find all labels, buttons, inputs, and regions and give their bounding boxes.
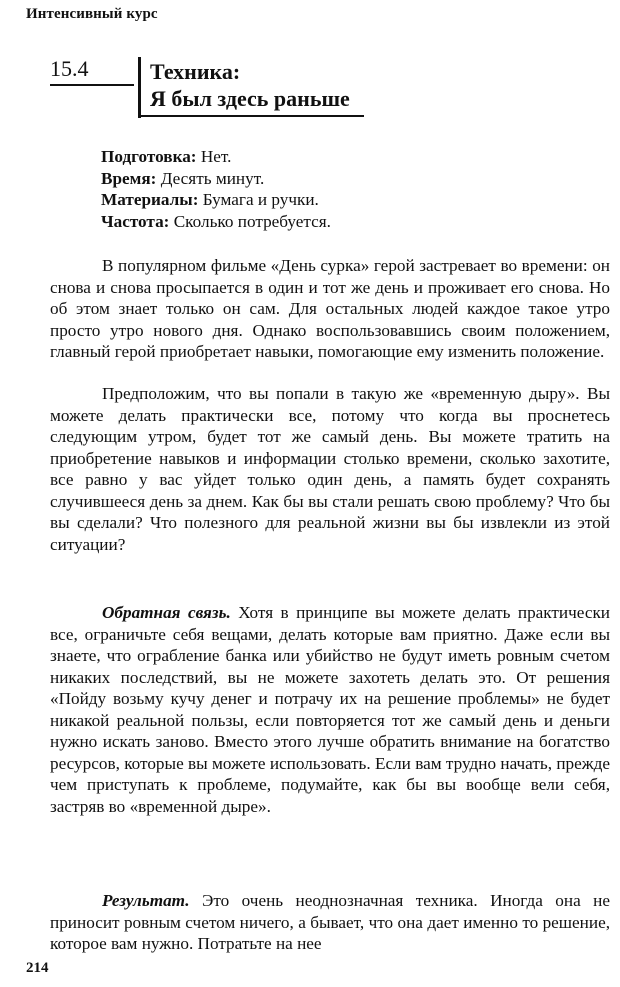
section-number-rule — [50, 84, 134, 86]
meta-preparation-value: Нет. — [196, 147, 232, 166]
result-text: Это очень неоднозначная техника. Иногда она не приносит ровным счетом ничего, а бывает, что она дает именно то решение, которое вам нужно. Потратьте на нее — [50, 891, 610, 953]
section-title-line-2: Я был здесь раньше — [150, 86, 350, 111]
meta-materials-label: Материалы: — [101, 190, 199, 209]
meta-frequency — [101, 211, 331, 233]
meta-time-label: Время: — [101, 168, 157, 188]
page-number: 214 — [26, 960, 49, 976]
paragraph-result — [50, 890, 610, 955]
technique-meta — [101, 146, 331, 232]
meta-preparation-label: Подготовка: — [101, 147, 197, 166]
meta-time-value: Десять минут. — [156, 168, 265, 188]
section-number: 15.4 — [50, 56, 89, 81]
feedback-lead: Обратная связь. — [102, 603, 231, 622]
feedback-text: Хотя в принципе вы можете делать практически все, ограничьте себя вещами, делать которые вам приятно. Даже если вы знаете, что ограбление банка или убийство не будут иметь ровным счетом никаких последствий, вы не можете захотеть делать это. От решения «Пойду возьму кучу денег и потрачу их на решение проблемы» не будет никакой реальной пользы, если повторяется тот же самый день и деньги нужно искать заново. Вместо этого лучше обратить внимание на богатство ресурсов, которые вы можете использовать. Если вам трудно начать, прежде чем приступать к проблеме, подумайте, как бы вы вообще вели себя, застряв во «временной дыре». — [50, 603, 611, 816]
meta-materials-value: Бумага и ручки. — [198, 190, 319, 209]
title-bottom-rule — [138, 115, 364, 117]
title-vertical-rule — [138, 57, 141, 118]
section-title — [150, 58, 350, 112]
meta-frequency-label: Частота: — [101, 211, 170, 231]
result-lead: Результат. — [102, 891, 190, 910]
paragraph-time-loop: Предположим, что вы попали в такую же «временную дыру». Вы можете делать практически все, потому что когда вы проснетесь следующим утром, будет тот же самый день. Вы можете тратить на приобретение навыков и информации столько времени, сколько захотите, все равно у вас уйдет только один день, а память будет сохранять случившееся день за днем. Как бы вы стали решать свою проблему? Что бы вы сделали? Что полезного для реальной жизни вы бы извлекли из этой ситуации? — [50, 384, 610, 554]
meta-materials — [101, 189, 331, 211]
meta-time — [101, 168, 331, 190]
paragraph-groundhog-day: В популярном фильме «День сурка» герой застревает во времени: он снова и снова просыпается в один и тот же день и проживает его снова. Но об этом знает только он сам. Для остальных людей каждое такое утро просто утро нового дня. Однако воспользовавшись своим положением, главный герой приобретает навыки, помогающие ему изменить положение. — [50, 256, 610, 361]
paragraph-feedback — [50, 602, 610, 817]
meta-frequency-value: Сколько потребуется. — [169, 211, 331, 231]
meta-preparation — [101, 146, 331, 168]
section-title-line-1: Техника: — [150, 59, 241, 84]
running-head: Интенсивный курс — [26, 6, 158, 22]
